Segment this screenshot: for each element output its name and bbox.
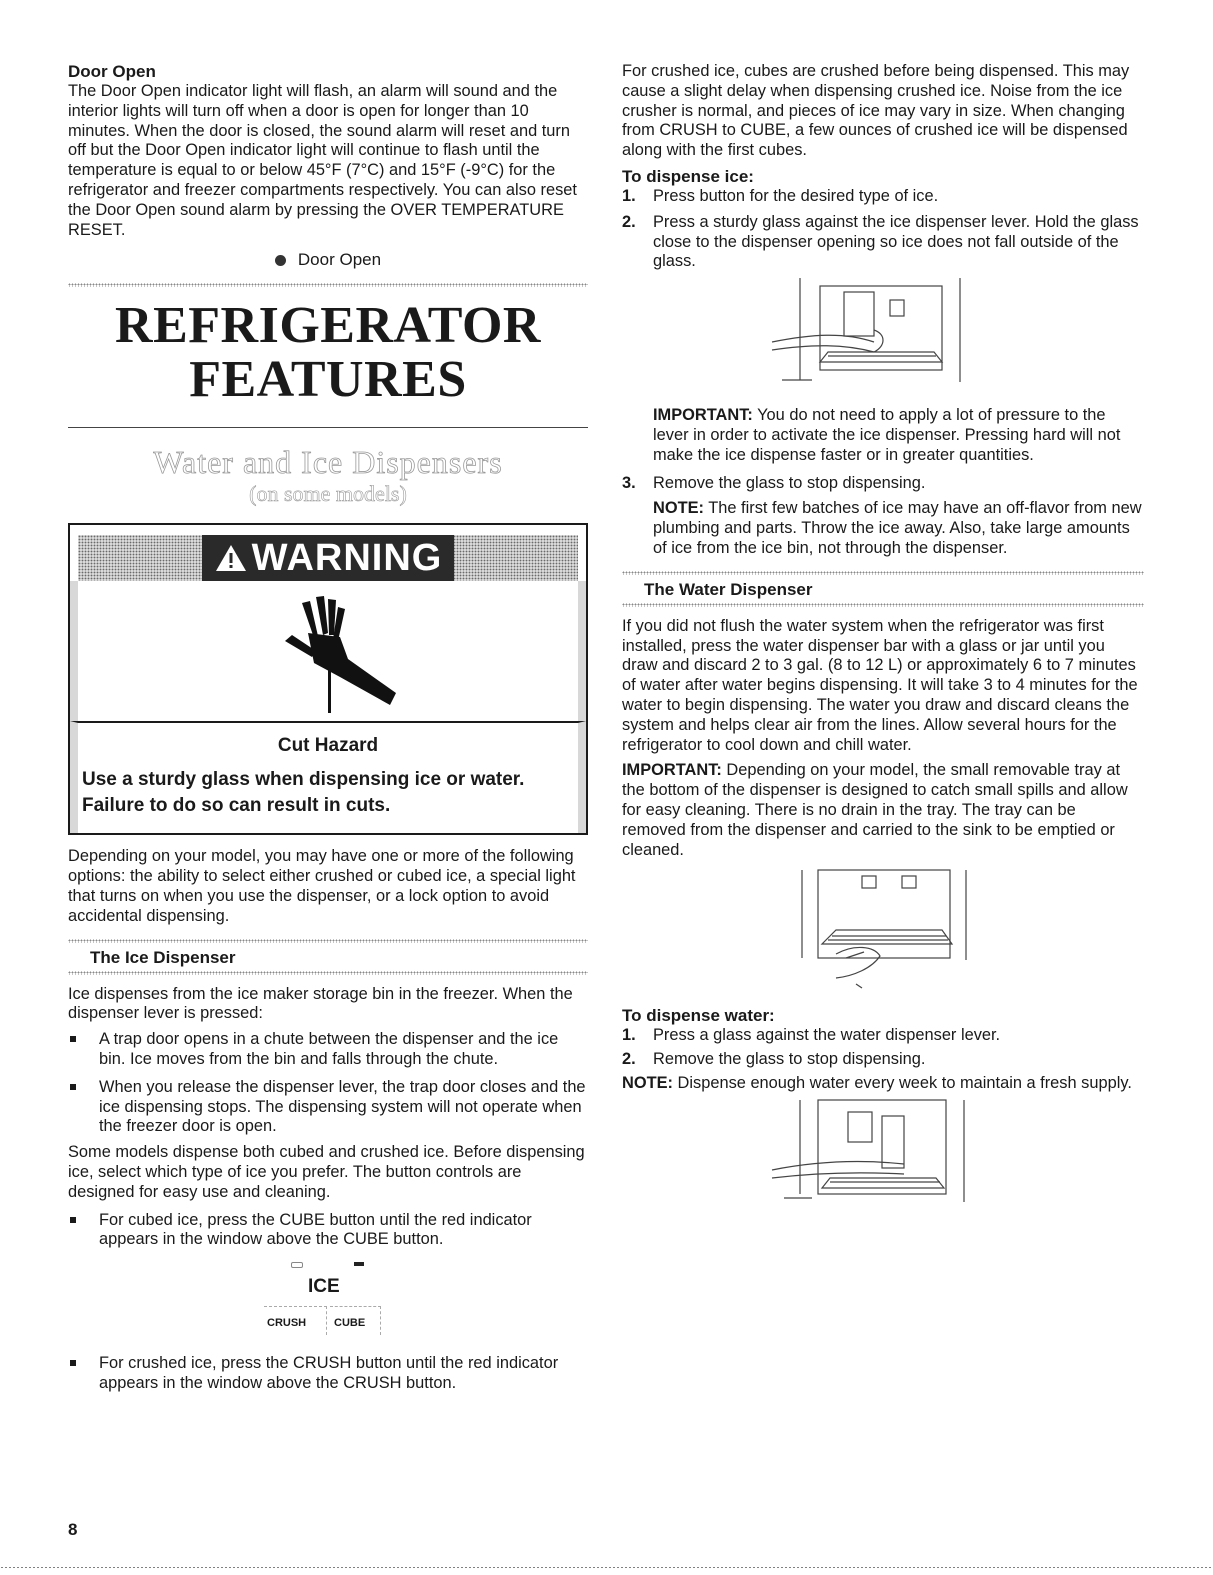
right-column xyxy=(622,62,1144,1214)
water-tray-illustration xyxy=(622,860,1144,996)
crush-button[interactable] xyxy=(264,1306,327,1335)
divider xyxy=(68,427,588,428)
cube-indicator-window xyxy=(354,1262,364,1266)
water-step-2: 2. Remove the glass to stop dispensing. xyxy=(622,1050,926,1069)
ice-paragraph-1: Ice dispenses from the ice maker storage bin in the freezer. When the dispenser lever is pressed: xyxy=(68,984,573,1023)
water-dispenser-heading: The Water Dispenser xyxy=(644,579,813,599)
left-column xyxy=(68,62,588,1394)
ice-step-1: 1. Press button for the desired type of ice. xyxy=(622,186,939,205)
dispense-ice-heading: To dispense ice: xyxy=(622,166,754,186)
warning-line-1: Use a sturdy glass when dispensing ice or water. xyxy=(82,769,525,791)
door-open-indicator xyxy=(68,249,588,271)
ice-dispenser-heading: The Ice Dispenser xyxy=(90,947,236,967)
title-line-1: REFRIGERATOR xyxy=(115,297,541,355)
subsection-note: (on some models) xyxy=(249,481,407,507)
water-dispenser-illustration xyxy=(622,1094,1144,1214)
ice-dispenser-illustration xyxy=(622,272,1144,400)
ice-step-2: 2. Press a sturdy glass against the ice dispenser lever. Hold the glass close to the dispenser opening so ice does not fall outside of the glass. xyxy=(622,212,1139,271)
cut-hazard-illustration xyxy=(70,581,586,721)
ice-control-panel xyxy=(68,1250,588,1340)
water-dispenser-header xyxy=(622,571,1144,607)
cut-hand-icon xyxy=(78,581,582,721)
bottom-border xyxy=(0,1566,1213,1568)
ice-bullet-2: When you release the dispenser lever, the trap door closes and the ice dispensing stops. The dispensing system will not operate when the freezer door is open. xyxy=(68,1078,588,1137)
warning-line-2: Failure to do so can result in cuts. xyxy=(82,795,391,817)
note-1: NOTE: The first few batches of ice may have an off-flavor from new plumbing and parts. Throw the ice away. Also, take large amounts of ice from the ice bin, not through the dispenser. xyxy=(653,499,1142,557)
intro-paragraph: Depending on your model, you may have one or more of the following options: the ability to select either crushed or cubed ice, a special light that turns on when you use the dispenser, or a lock option to avoid accidental dispensing. xyxy=(68,847,576,925)
title-line-2: FEATURES xyxy=(189,351,467,409)
ice-bullet-1: A trap door opens in a chute between the dispenser and the ice bin. Ice moves from the bin and falls through the chute. xyxy=(68,1030,588,1070)
ice-panel-label: ICE xyxy=(308,1276,340,1298)
glass-at-ice-dispenser-icon xyxy=(622,272,1144,400)
cube-button[interactable] xyxy=(330,1306,381,1335)
ice-bullet-crush: For crushed ice, press the CRUSH button until the red indicator appears in the window above the CRUSH button. xyxy=(68,1354,588,1394)
warning-heading: Cut Hazard xyxy=(277,735,379,757)
door-open-body: The Door Open indicator light will flash, an alarm will sound and the interior lights will turn off when a door is open for longer than 10 minutes. When the door is closed, the sound alarm will reset and turn off but the Door Open indicator light will continue to flash until the temperature is equal to or below 45°F (7°C) and 15°F (-9°C) for the refrigerator and freezer compartments respectively. You can also reset the Door Open sound alarm by pressing the OVER TEMPERATURE RESET. xyxy=(68,82,577,239)
subsection-title: Water and Ice Dispensers xyxy=(153,444,503,481)
cube-button-label: CUBE xyxy=(334,1317,366,1330)
water-paragraph-1: If you did not flush the water system when the refrigerator was first installed, press the water dispenser bar with a glass or jar until you draw and discard 2 to 3 gal. (8 to 12 L) or approximately 6 to 7 minutes of water after water begins dispensing. It will take 3 to 4 minutes for the water to begin dispensing. The water you draw and discard cleans the system and helps clear air from the lines. Allow several hours for the refrigerator to cool down and chill water. xyxy=(622,616,1138,754)
crush-indicator-window xyxy=(291,1262,303,1268)
note-2: NOTE: Dispense enough water every week to maintain a fresh supply. xyxy=(622,1073,1132,1092)
important-note-1: IMPORTANT: You do not need to apply a lot of pressure to the lever in order to activate the ice dispenser. Pressing hard will not make the ice dispense faster or in greater quantities. xyxy=(653,406,1121,464)
water-step-1: 1. Press a glass against the water dispenser lever. xyxy=(622,1026,1001,1045)
warning-box xyxy=(68,523,588,835)
dispense-water-heading: To dispense water: xyxy=(622,1006,775,1026)
ice-bullet-cube: For cubed ice, press the CUBE button until the red indicator appears in the window above the CUBE button. xyxy=(68,1211,588,1251)
warning-label: WARNING xyxy=(251,537,443,580)
ice-paragraph-2: Some models dispense both cubed and crushed ice. Before dispensing ice, select which type of ice you prefer. The button controls are designed for easy use and cleaning. xyxy=(68,1143,585,1201)
warning-triangle-icon xyxy=(214,543,248,573)
section-title xyxy=(68,299,588,407)
ice-step-3: 3. Remove the glass to stop dispensing. xyxy=(622,473,926,492)
ice-dispenser-header xyxy=(68,939,588,975)
dispenser-tray-icon xyxy=(622,860,1144,996)
door-open-heading: Door Open xyxy=(68,62,156,81)
crush-button-label: CRUSH xyxy=(267,1317,307,1330)
warning-banner xyxy=(78,535,578,581)
glass-at-water-dispenser-icon xyxy=(622,1094,1144,1214)
important-note-2: IMPORTANT: Depending on your model, the small removable tray at the bottom of the dispenser is designed to catch small spills and allow for easy cleaning. There is no drain in the tray. The tray can be removed from the dispenser and carried to the sink to be emptied or cleaned. xyxy=(622,761,1128,859)
indicator-label: Door Open xyxy=(297,250,382,270)
indicator-dot-icon xyxy=(275,255,286,266)
warning-text-area xyxy=(70,721,586,833)
crushed-ice-paragraph: For crushed ice, cubes are crushed before being dispensed. This may cause a slight delay when dispensing crushed ice. Noise from the ice crusher is normal, and pieces of ice may vary in size. When changing from CRUSH to CUBE, a few ounces of crushed ice will be dispensed along with the first cubes. xyxy=(622,62,1130,160)
divider xyxy=(68,283,588,287)
page-number: 8 xyxy=(68,1520,78,1539)
